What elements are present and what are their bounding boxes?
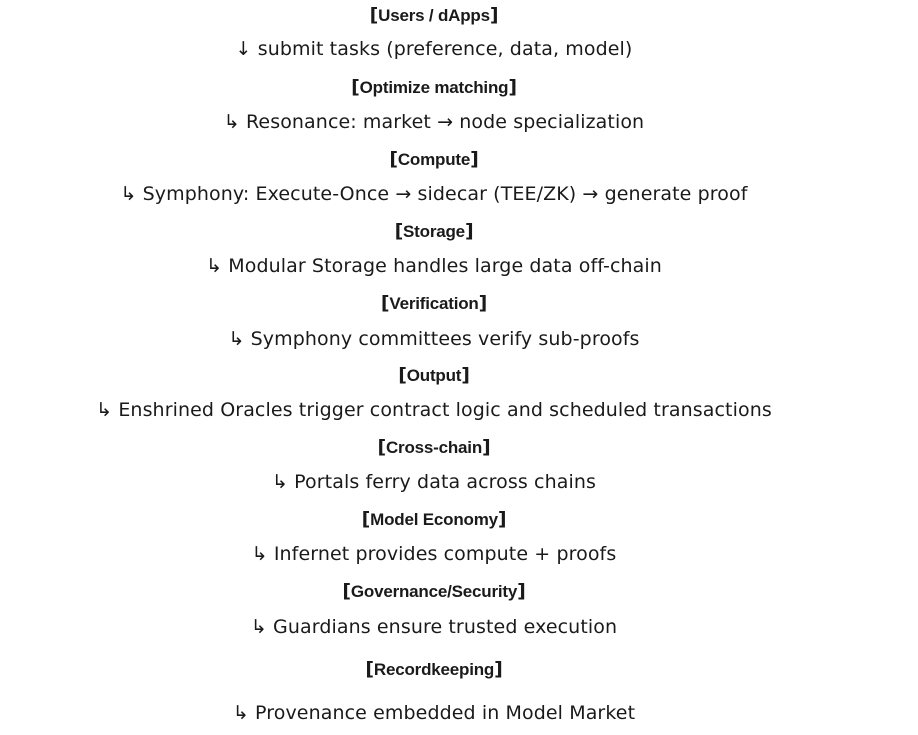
step-heading-label: Compute — [397, 150, 471, 169]
step-description-cross-chain: ↳ Portals ferry data across chains — [272, 471, 596, 493]
step-heading-label: Users / dApps — [378, 6, 490, 25]
step-description-compute: ↳ Symphony: Execute-Once → sidecar (TEE/ZK) → generate proof — [120, 183, 748, 205]
step-description-recordkeeping: ↳ Provenance embedded in Model Market — [232, 702, 636, 724]
step-heading-optimize-matching: [Optimize matching] — [351, 76, 517, 98]
step-heading-users-dapps: [Users / dApps] — [369, 4, 499, 26]
step-heading-verification: [Verification] — [380, 292, 488, 314]
step-heading-label: Governance/Security — [350, 582, 518, 601]
step-description-verification: ↳ Symphony committees verify sub-proofs — [228, 328, 640, 350]
step-description-model-economy: ↳ Infernet provides compute + proofs — [251, 543, 617, 565]
step-heading-governance-security: [Governance/Security] — [342, 580, 526, 602]
step-heading-label: Output — [406, 366, 462, 385]
step-description-output: ↳ Enshrined Oracles trigger contract logic and scheduled transactions — [96, 399, 772, 421]
step-heading-recordkeeping: [Recordkeeping] — [365, 658, 503, 680]
step-description-optimize-matching: ↳ Resonance: market → node specialization — [223, 111, 645, 133]
step-heading-label: Model Economy — [370, 510, 498, 529]
step-description-governance-security: ↳ Guardians ensure trusted execution — [250, 616, 618, 638]
step-heading-label: Verification — [389, 294, 479, 313]
step-heading-output: [Output] — [398, 364, 470, 386]
step-heading-label: Cross-chain — [385, 438, 483, 457]
step-heading-label: Storage — [403, 222, 465, 241]
step-heading-cross-chain: [Cross-chain] — [377, 436, 491, 458]
step-heading-model-economy: [Model Economy] — [361, 508, 507, 530]
step-description-storage: ↳ Modular Storage handles large data off-chain — [206, 255, 662, 277]
step-heading-label: Optimize matching — [359, 78, 509, 97]
step-description-users-dapps: ↓ submit tasks (preference, data, model) — [235, 38, 633, 60]
step-heading-storage: [Storage] — [394, 220, 474, 242]
step-heading-label: Recordkeeping — [373, 660, 495, 679]
step-heading-compute: [Compute] — [389, 148, 479, 170]
